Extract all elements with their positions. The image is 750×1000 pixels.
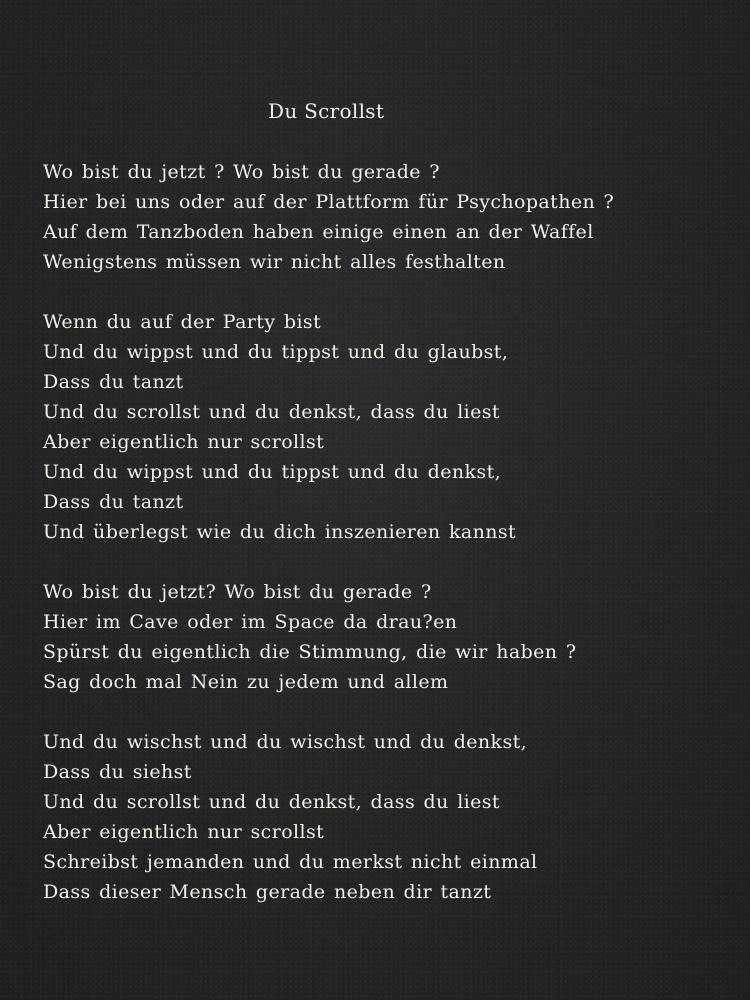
- poem-line: Dass du tanzt: [43, 491, 184, 513]
- poem-line: Und du scrollst und du denkst, dass du liest: [43, 791, 500, 813]
- poem-body: [43, 157, 743, 937]
- poem-line: Dass du tanzt: [43, 371, 184, 393]
- poem-line: Und überlegst wie du dich inszenieren kannst: [43, 521, 517, 543]
- poem-line: Und du wippst und du tippst und du glaubst,: [43, 341, 509, 363]
- poem-line: Aber eigentlich nur scrollst: [43, 821, 325, 843]
- poem-line: Schreibst jemanden und du merkst nicht einmal: [43, 851, 538, 873]
- poem-line: Wenn du auf der Party bist: [43, 311, 322, 333]
- poem-line: Dass dieser Mensch gerade neben dir tanzt: [43, 881, 492, 903]
- poem-line: Spürst du eigentlich die Stimmung, die wir haben ?: [43, 641, 577, 663]
- stanza-3: [43, 577, 743, 697]
- poem-line: Und du scrollst und du denkst, dass du liest: [43, 401, 500, 423]
- poem-line: Sag doch mal Nein zu jedem und allem: [43, 671, 449, 693]
- poem-line: Hier bei uns oder auf der Plattform für Psychopathen ?: [43, 191, 615, 213]
- stanza-4: [43, 727, 743, 907]
- poem-line: Hier im Cave oder im Space da drau?en: [43, 611, 458, 633]
- poem-line: Wenigstens müssen wir nicht alles festhalten: [43, 251, 506, 273]
- poem-line: Und du wischst und du wischst und du denkst,: [43, 731, 528, 753]
- stanza-1: [43, 157, 743, 277]
- poem-line: Wo bist du jetzt? Wo bist du gerade ?: [43, 581, 432, 603]
- poem-line: Wo bist du jetzt ? Wo bist du gerade ?: [43, 161, 440, 183]
- stanza-2: [43, 307, 743, 547]
- poem-line: Aber eigentlich nur scrollst: [43, 431, 325, 453]
- poem-title: Du Scrollst: [268, 99, 385, 123]
- poem-line: Und du wippst und du tippst und du denkst,: [43, 461, 502, 483]
- poem-line: Dass du siehst: [43, 761, 192, 783]
- poem-line: Auf dem Tanzboden haben einige einen an der Waffel: [43, 221, 594, 243]
